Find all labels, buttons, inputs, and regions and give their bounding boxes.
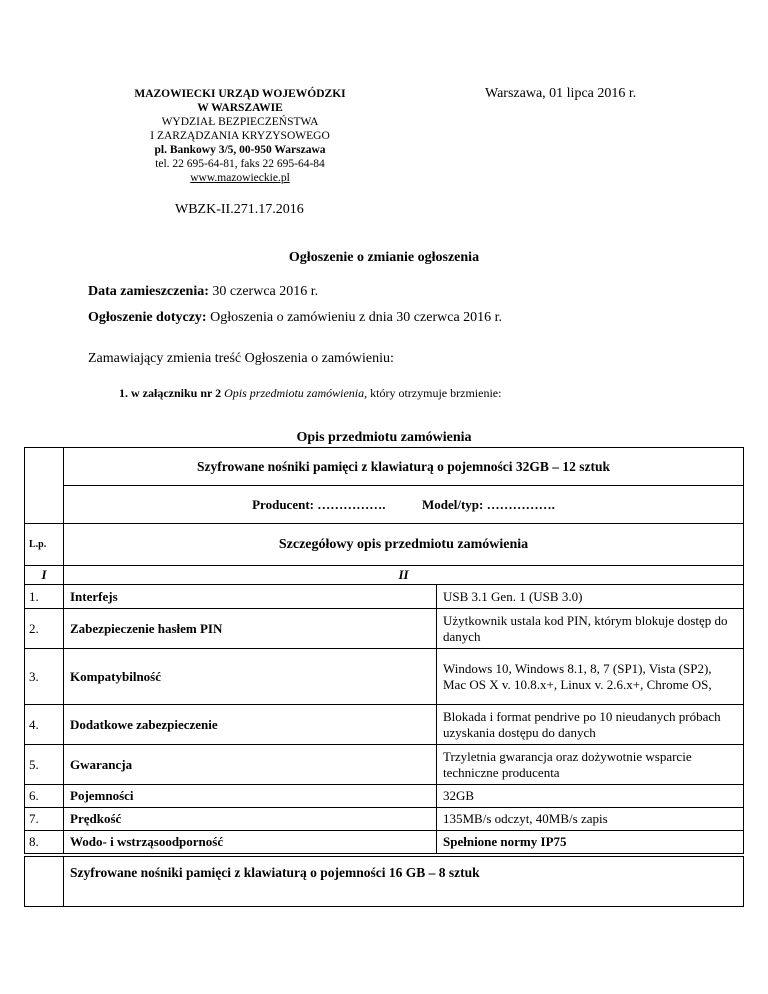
row-name: Pojemności — [64, 785, 437, 808]
row-value: 32GB — [437, 785, 744, 808]
document-date: Warszawa, 01 lipca 2016 r. — [485, 86, 637, 101]
meta-block — [88, 279, 502, 331]
table-row — [25, 649, 744, 705]
lp-header: L.p. — [25, 524, 64, 566]
table-row — [25, 785, 744, 808]
concerns-value: Ogłoszenia o zamówieniu z dnia 30 czerwca 2016 r. — [206, 310, 503, 325]
row-name: Kompatybilność — [64, 649, 437, 705]
table2-heading: Szyfrowane nośniki pamięci z klawiaturą o pojemności 16 GB – 8 sztuk — [64, 857, 744, 907]
producer-model-line — [64, 486, 744, 524]
table-row — [25, 609, 744, 649]
row-number: 6. — [25, 785, 64, 808]
intro-text: Zamawiający zmienia treść Ogłoszenia o zamówieniu: — [88, 351, 394, 366]
row-value: Spełnione normy IP75 — [437, 831, 744, 854]
document-title: Ogłoszenie o zmianie ogłoszenia — [288, 250, 480, 265]
item-bold: w załączniku nr 2 — [131, 386, 222, 400]
row-name: Interfejs — [64, 585, 437, 609]
row-value: USB 3.1 Gen. 1 (USB 3.0) — [437, 585, 744, 609]
change-item-1 — [119, 386, 501, 401]
row-value: Windows 10, Windows 8.1, 8, 7 (SP1), Vista (SP2), Mac OS X v. 10.8.x+, Linux v. 2.6.x+, Chrome OS, — [437, 649, 744, 705]
row-number: 8. — [25, 831, 64, 854]
row-value: Blokada i format pendrive po 10 nieudanych próbach uzyskania dostępu do danych — [437, 705, 744, 745]
detail-header: Szczegółowy opis przedmiotu zamówienia — [64, 524, 744, 566]
column-i: I — [25, 566, 64, 585]
row-value: 135MB/s odczyt, 40MB/s zapis — [437, 808, 744, 831]
concerns-line — [88, 305, 502, 331]
item-italic: Opis przedmiotu zamówienia — [224, 386, 365, 400]
column-ii: II — [64, 566, 744, 585]
table-row — [25, 585, 744, 609]
header-line-2: W WARSZAWIE — [197, 102, 283, 114]
row-number: 7. — [25, 808, 64, 831]
row-name: Dodatkowe zabezpieczenie — [64, 705, 437, 745]
model-label: Model/typ: ……………. — [421, 496, 555, 512]
row-name: Zabezpieczenie hasłem PIN — [64, 609, 437, 649]
row-number: 1. — [25, 585, 64, 609]
row-number: 5. — [25, 745, 64, 785]
table-row — [25, 745, 744, 785]
spec-table-32gb — [24, 447, 744, 854]
row-number: 4. — [25, 705, 64, 745]
item-number: 1. — [119, 386, 128, 400]
row-name: Wodo- i wstrząsoodporność — [64, 831, 437, 854]
spec-table-16gb — [24, 856, 744, 907]
header-address: pl. Bankowy 3/5, 00-950 Warszawa — [154, 144, 326, 156]
table1-heading: Szyfrowane nośniki pamięci z klawiaturą o pojemności 32GB – 12 sztuk — [64, 448, 744, 486]
office-header — [105, 87, 375, 185]
table-row — [25, 808, 744, 831]
table-row — [25, 831, 744, 854]
header-website-link[interactable]: www.mazowieckie.pl — [190, 172, 290, 184]
row-value: Użytkownik ustala kod PIN, którym blokuje dostęp do danych — [437, 609, 744, 649]
header-line-4: I ZARZĄDZANIA KRYZYSOWEGO — [150, 130, 330, 142]
published-value: 30 czerwca 2016 r. — [208, 284, 319, 299]
producer-label: Producent: ……………. — [252, 496, 386, 512]
row-number: 3. — [25, 649, 64, 705]
reference-number: WBZK-II.271.17.2016 — [175, 202, 304, 217]
table-row — [25, 705, 744, 745]
empty-cell — [25, 448, 64, 524]
row-value: Trzyletnia gwarancja oraz dożywotnie wsparcie techniczne producenta — [437, 745, 744, 785]
published-line — [88, 279, 502, 305]
specification-title: Opis przedmiotu zamówienia — [296, 430, 472, 445]
row-number: 2. — [25, 609, 64, 649]
header-line-3: WYDZIAŁ BEZPIECZEŃSTWA — [161, 116, 319, 128]
row-name: Prędkość — [64, 808, 437, 831]
row-name: Gwarancja — [64, 745, 437, 785]
published-label: Data zamieszczenia: — [88, 284, 209, 299]
concerns-label: Ogłoszenie dotyczy: — [88, 310, 207, 325]
header-line-1: MAZOWIECKI URZĄD WOJEWÓDZKI — [134, 88, 346, 100]
item-rest: , który otrzymuje brzmienie: — [364, 386, 502, 400]
header-phone: tel. 22 695-64-81, faks 22 695-64-84 — [155, 158, 325, 170]
empty-cell — [25, 857, 64, 907]
